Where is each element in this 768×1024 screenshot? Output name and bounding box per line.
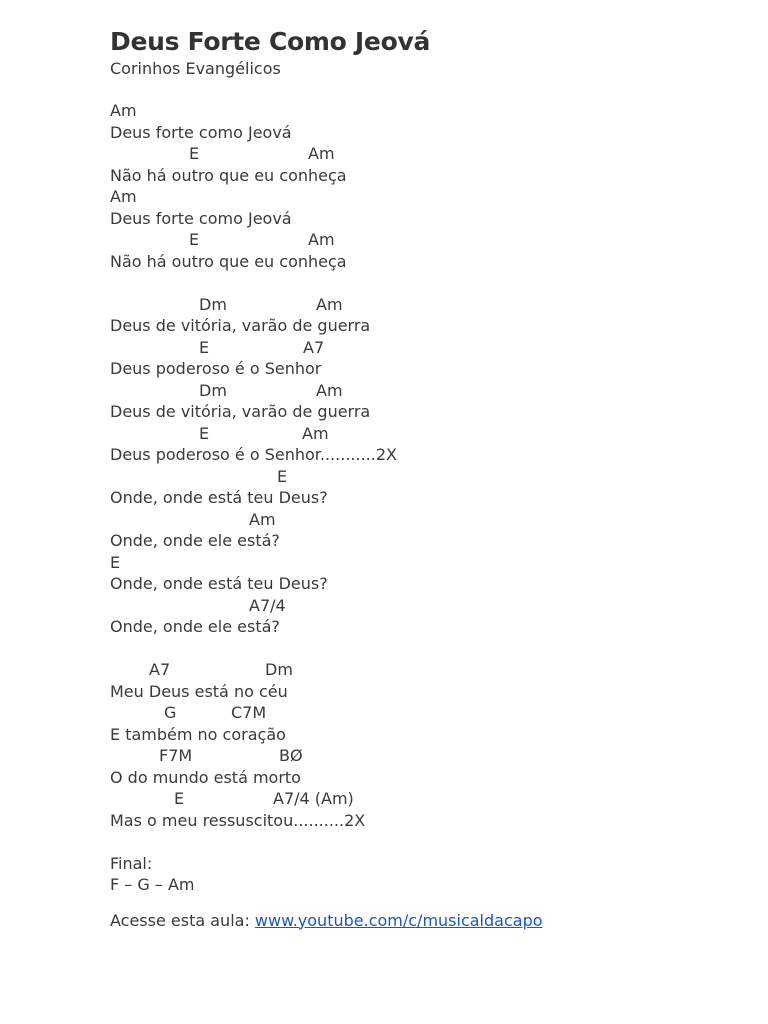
chord: Dm bbox=[199, 380, 227, 400]
chord: C7M bbox=[231, 703, 267, 722]
chord: Am bbox=[302, 423, 329, 443]
chord-line: Am bbox=[110, 187, 137, 206]
footer bbox=[110, 910, 750, 932]
chord: E bbox=[277, 466, 288, 486]
chord: E bbox=[199, 423, 210, 443]
lyric-line: Deus forte como Jeová bbox=[110, 122, 292, 142]
lyric-line: Não há outro que eu conheça bbox=[110, 251, 347, 271]
chord: Dm bbox=[265, 660, 293, 679]
lyric-line: Deus de vitória, varão de guerra bbox=[110, 402, 371, 421]
youtube-link[interactable]: www.youtube.com/c/musicaldacapo bbox=[254, 910, 543, 930]
lyric-line: Onde, onde ele está? bbox=[110, 531, 280, 550]
footer-label: Acesse esta aula: bbox=[110, 910, 255, 930]
chord: Dm bbox=[199, 294, 227, 314]
lyric-line: O do mundo está morto bbox=[110, 767, 301, 787]
chord-line bbox=[110, 466, 750, 488]
chord-line bbox=[110, 423, 750, 445]
chord-line bbox=[110, 659, 750, 681]
chord: BØ bbox=[279, 746, 303, 765]
chord-line: Am bbox=[110, 101, 137, 120]
lyric-line: Onde, onde está teu Deus? bbox=[110, 574, 328, 593]
chord: E bbox=[189, 144, 200, 163]
chord: F7M bbox=[159, 746, 193, 765]
chord: Am bbox=[316, 380, 343, 400]
chord: A7 bbox=[149, 660, 171, 679]
lyric-line: Meu Deus está no céu bbox=[110, 681, 288, 701]
chord-line bbox=[110, 229, 750, 251]
lyric-line: Não há outro que eu conheça bbox=[110, 165, 347, 185]
chord: A7/4 (Am) bbox=[273, 789, 354, 808]
chord: Am bbox=[316, 294, 343, 314]
lyric-line: Deus de vitória, varão de guerra bbox=[110, 316, 371, 335]
lyric-line: Mas o meu ressuscitou..........2X bbox=[110, 810, 366, 830]
chord: Am bbox=[308, 230, 335, 249]
lyric-line: Deus forte como Jeová bbox=[110, 208, 292, 228]
chord: A7/4 bbox=[249, 595, 286, 615]
chord-line bbox=[110, 745, 750, 767]
lyric-line: Deus poderoso é o Senhor...........2X bbox=[110, 445, 397, 464]
chord-line bbox=[110, 337, 750, 359]
chord: E bbox=[199, 337, 210, 357]
song-body bbox=[110, 100, 750, 896]
chord-line bbox=[110, 294, 750, 316]
song-category: Corinhos Evangélicos bbox=[110, 59, 281, 78]
song-title: Deus Forte Como Jeová bbox=[110, 27, 431, 56]
lyric-line: E também no coração bbox=[110, 724, 286, 744]
chord-line bbox=[110, 788, 750, 810]
chord: E bbox=[189, 230, 200, 249]
chord-line bbox=[110, 595, 750, 617]
chord-line: E bbox=[110, 552, 121, 572]
chord: Am bbox=[308, 144, 335, 163]
chord: Am bbox=[249, 509, 276, 529]
chord-line bbox=[110, 380, 750, 402]
lyric-line: Deus poderoso é o Senhor bbox=[110, 359, 322, 378]
spacer bbox=[110, 831, 750, 853]
lyric-line: Onde, onde ele está? bbox=[110, 617, 280, 636]
chord: A7 bbox=[303, 337, 325, 357]
document-page bbox=[110, 26, 750, 932]
spacer bbox=[110, 272, 750, 294]
lyric-line: Onde, onde está teu Deus? bbox=[110, 488, 328, 507]
chord: G bbox=[164, 703, 177, 722]
spacer bbox=[110, 638, 750, 660]
chord-line bbox=[110, 702, 750, 724]
final-label: Final: bbox=[110, 853, 153, 873]
chord-line bbox=[110, 143, 750, 165]
chord: E bbox=[174, 789, 185, 808]
chord-line bbox=[110, 509, 750, 531]
chord-line: F – G – Am bbox=[110, 875, 195, 894]
